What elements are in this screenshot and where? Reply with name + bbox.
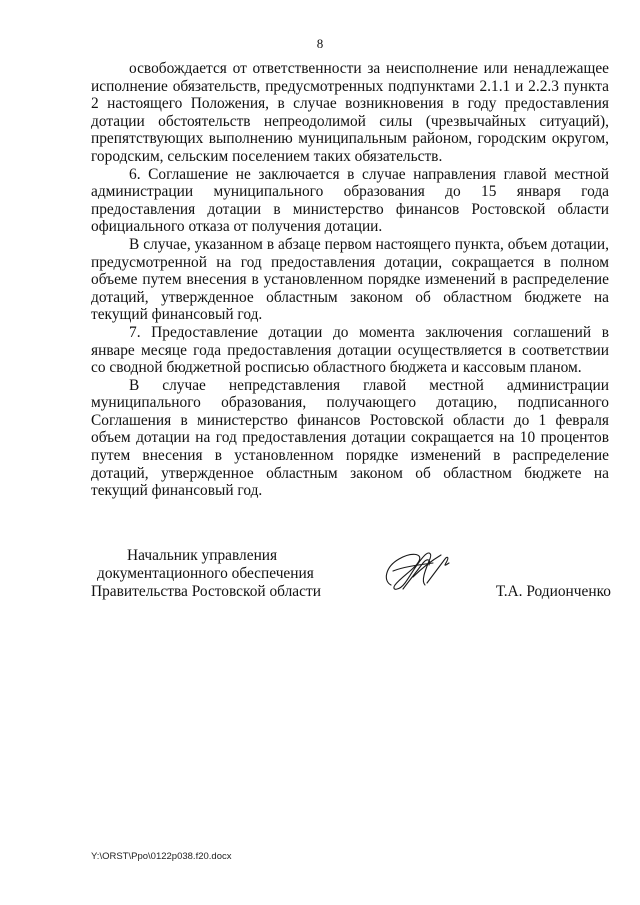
signatory-title-line: Правительства Ростовской области [91, 583, 321, 600]
signatory-name: Т.А. Родионченко [495, 583, 611, 600]
handwritten-signature [373, 541, 463, 601]
paragraph-item-7: 7. Предоставление дотации до момента заключения соглашений в январе месяце года предоставления дотации осуществляется в соответствии со сводной бюджетной росписью областного бюджета и кассовым планом. [91, 323, 609, 377]
signatory-title-line: Начальник управления [127, 547, 278, 564]
signature-block [91, 547, 611, 617]
document-body [91, 60, 609, 500]
paragraph-item-6-second: В случае, указанном в абзаце первом настоящего пункта, объем дотации, предусмотренной на год предоставления дотации, сокращается в полном объеме путем внесения в установленном порядке изменений в распределение дотаций, утвержденное областным законом об областном бюджете на текущий финансовый год. [91, 235, 609, 324]
signatory-title-line: документационного обеспечения [97, 565, 314, 582]
paragraph-item-7-second: В случае непредставления главой местной администрации муниципального образования, получающего дотацию, подписанного Соглашения в министерство финансов Ростовской области до 1 февраля объем дотации на год предоставления дотации сокращается на 10 процентов путем внесения в установленном порядке изменений в распределение дотаций, утвержденное областным законом об областном бюджете на текущий финансовый год. [91, 376, 609, 500]
page-number: 8 [316, 36, 324, 51]
paragraph-continuation: освобождается от ответственности за неисполнение или ненадлежащее исполнение обязательств, предусмотренных подпунктами 2.1.1 и 2.2.3 пункта 2 настоящего Положения, в случае возникновения в году предоставления дотации обстоятельств непреодолимой силы (чрезвычайных ситуаций), препятствующих выполнению муниципальным районом, городским округом, городским, сельским поселением таких обязательств. [91, 60, 609, 165]
signatory-title [91, 547, 321, 601]
paragraph-item-6: 6. Соглашение не заключается в случае направления главой местной администрации муниципального образования до 15 января года предоставления дотации в министерство финансов Ростовской области официального отказа от получения дотации. [91, 165, 609, 236]
file-path-footer: Y:\ORST\Ppo\0122p038.f20.docx [91, 851, 232, 862]
